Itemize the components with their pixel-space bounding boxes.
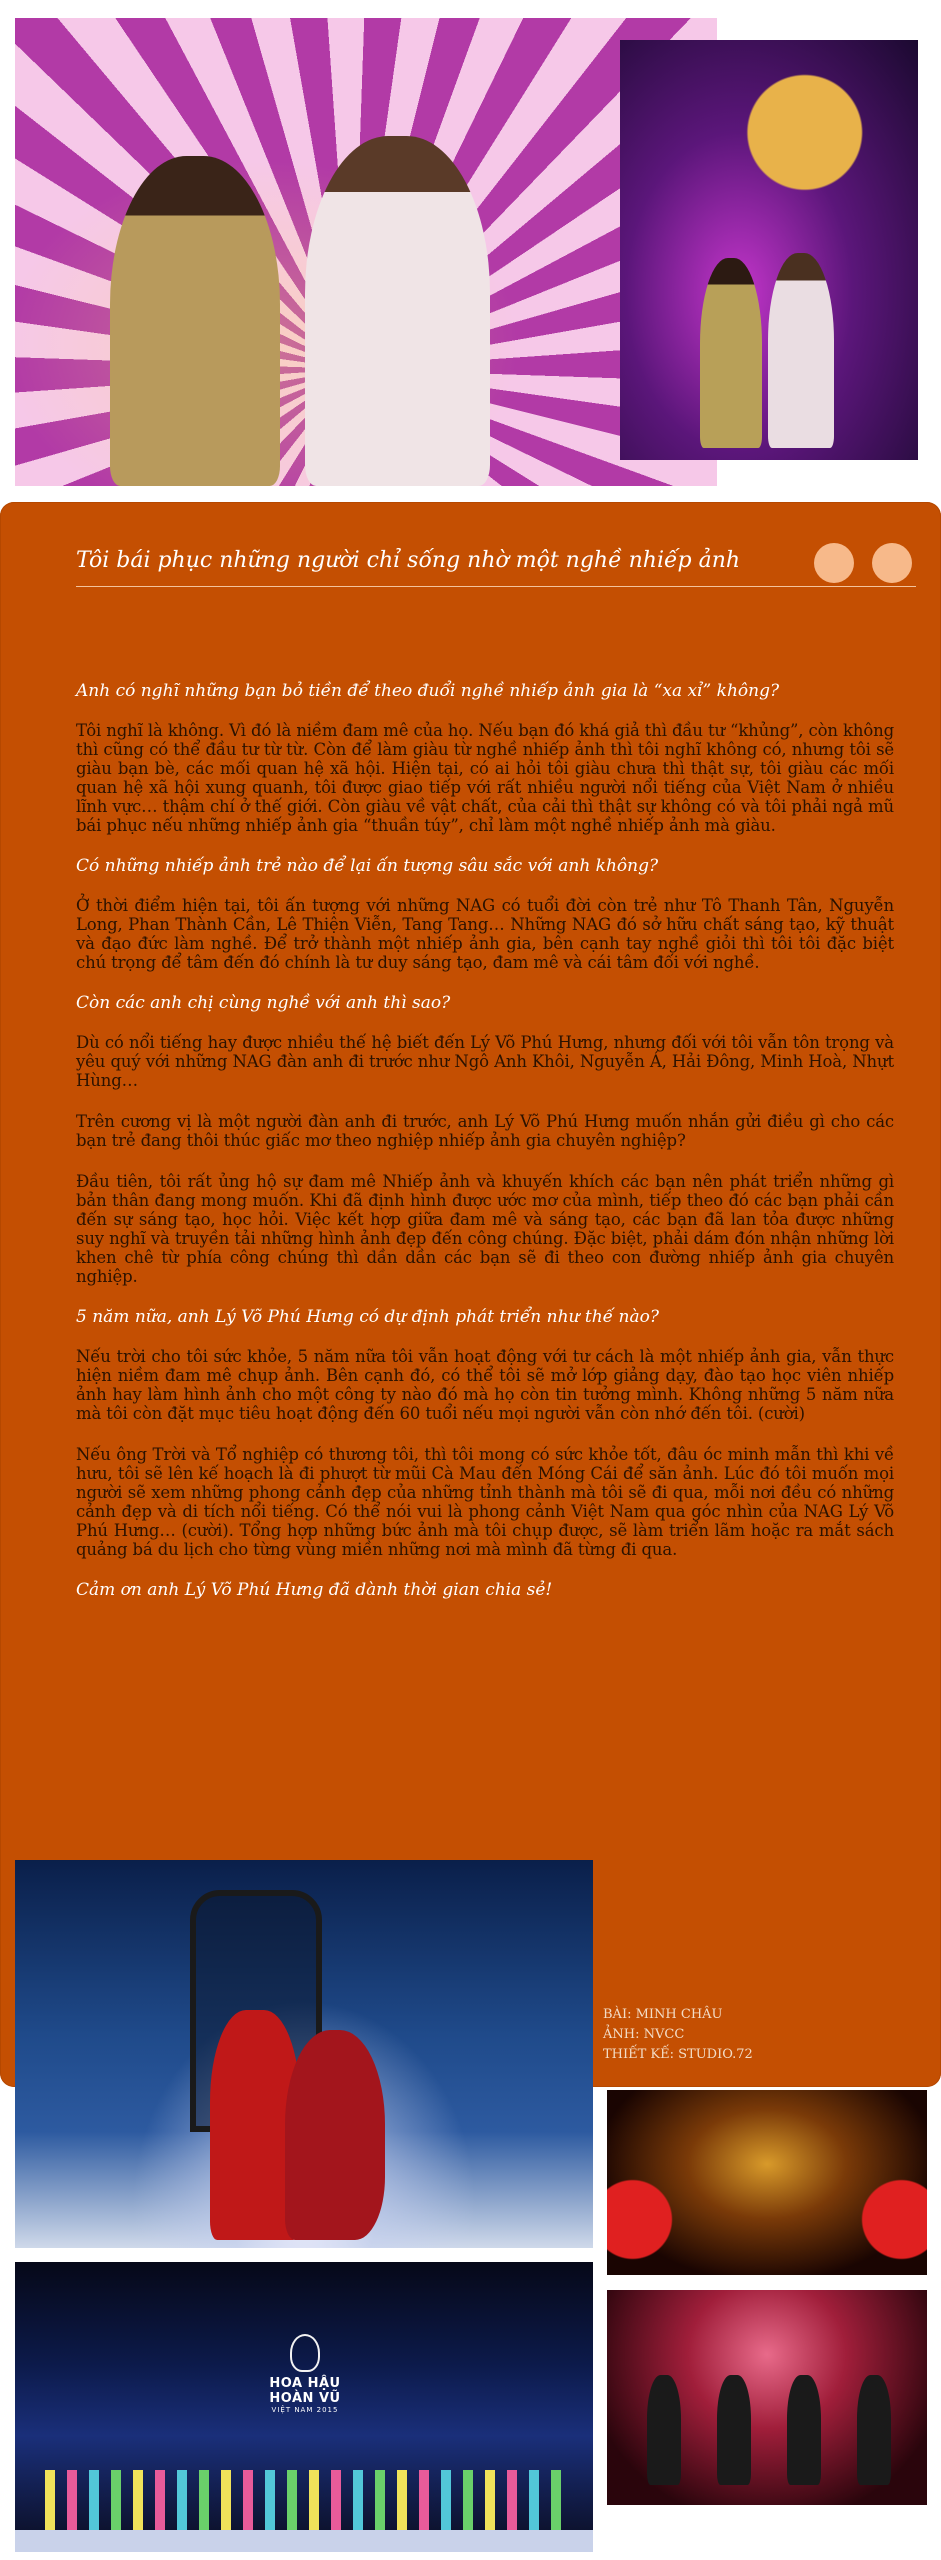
dancer	[717, 2375, 751, 2485]
decorative-dot-icon	[872, 543, 912, 583]
singer-white-dress	[768, 253, 834, 448]
interview-question-plain: Trên cương vị là một người đàn anh đi trước, anh Lý Võ Phú Hưng muốn nhắn gửi điều gì cho các bạn trẻ đang thôi thúc giấc mơ theo nghiệp nhiếp ảnh gia chuyên nghiệp?	[76, 1112, 894, 1150]
closing-thanks: Cảm ơn anh Lý Võ Phú Hưng đã dành thời gian chia sẻ!	[76, 1580, 553, 1600]
interview-answer: Nếu trời cho tôi sức khỏe, 5 năm nữa tôi vẫn hoạt động với tư cách là một nhiếp ảnh gia, vẫn thực hiện niềm đam mê chụp ảnh. Bên cạnh đó, có thể tôi sẽ mở lớp giảng dạy, đào tạo học viên nhiếp ảnh hay làm hình ảnh cho một công ty nào đó mà họ còn tin tưởng mình. Không những 5 năm nữa mà tôi còn đặt mục tiêu hoạt động đến 60 tuổi nếu mọi người vẫn còn nhớ đến tôi. (cười)	[76, 1347, 894, 1423]
performer-red-dress	[285, 2030, 385, 2240]
interview-answer: Đầu tiên, tôi rất ủng hộ sự đam mê Nhiếp ảnh và khuyến khích các bạn nên phát triển những gì bản thân đang mong muốn. Khi đã định hình được ước mơ của mình, tiếp theo đó các bạn phải cần đến sự sáng tạo, học hỏi. Việc kết hợp giữa đam mê và sáng tạo, các bạn đã lan tỏa được những suy nghĩ và truyền tải những hình ảnh đẹp đến công chúng. Đặc biệt, phải dám đón nhận những lời khen chê từ phía công chúng thì dần dần các bạn sẽ đi theo con đường nhiếp ảnh gia chuyên nghiệp.	[76, 1172, 894, 1286]
section-title: Tôi bái phục những người chỉ sống nhờ một nghề nhiếp ảnh	[76, 548, 741, 573]
credit-design: THIẾT KẾ: STUDIO.72	[603, 2047, 753, 2062]
credits	[603, 2005, 853, 2065]
credit-photos: ẢNH: NVCC	[603, 2027, 685, 2042]
dancer	[647, 2375, 681, 2485]
photo-pageant-stage	[15, 2262, 593, 2552]
photo-duet-singers-stage	[15, 18, 717, 486]
interview-answer: Dù có nổi tiếng hay được nhiều thế hệ biết đến Lý Võ Phú Hưng, nhưng đối với tôi vẫn tôn trọng và yêu quý với những NAG đàn anh đi trước như Ngô Anh Khôi, Nguyễn Á, Hải Đông, Minh Hoà, Nhựt Hùng…	[76, 1033, 894, 1090]
interview-question: Anh có nghĩ những bạn bỏ tiền để theo đuổi nghề nhiếp ảnh gia là “xa xỉ” không?	[76, 681, 780, 701]
interview-answer: Ở thời điểm hiện tại, tôi ấn tượng với những NAG có tuổi đời còn trẻ như Tô Thanh Tân, Nguyễn Long, Phan Thành Cần, Lê Thiện Viễn, Tang Tang… Những NAG đó sở hữu chất sáng tạo, kỹ thuật và đạo đức làm nghề. Để trở thành một nhiếp ảnh gia, bên cạnh tay nghề giỏi thì tôi tôi đặc biệt chú trọng để tâm đến đó chính là tư duy sáng tạo, đam mê và cái tâm đối với nghề.	[76, 896, 894, 972]
interview-answer: Nếu ông Trời và Tổ nghiệp có thương tôi, thì tôi mong có sức khỏe tốt, đâu óc minh mẫn thì khi về hưu, tôi sẽ lên kế hoạch là đi phượt từ mũi Cà Mau đến Móng Cái để săn ảnh. Lúc đó tôi muốn mọi người sẽ xem những phong cảnh đẹp của những tỉnh thành mà tôi sẽ đi qua, mỗi nơi đều có những cảnh đẹp và di tích nổi tiếng. Có thể nói vui là phong cảnh Việt Nam qua góc nhìn của NAG Lý Võ Phú Hưng… (cười). Tổng hợp những bức ảnh mà tôi chụp được, sẽ làm triển lãm hoặc ra mắt sách quảng bá du lịch cho từng vùng miền những nơi mà mình đã từng đi qua.	[76, 1445, 894, 1559]
credit-writer: BÀI: MINH CHÂU	[603, 2007, 723, 2022]
title-divider	[76, 586, 916, 587]
decorative-dot-icon	[814, 543, 854, 583]
stage-floor	[15, 2530, 593, 2552]
pageant-logo	[255, 2334, 355, 2418]
pageant-logo-subtitle: VIỆT NAM 2015	[271, 2406, 339, 2414]
photo-stage-roses	[607, 2090, 927, 2275]
crown-icon	[290, 2334, 320, 2372]
singer-gold-dress	[110, 156, 280, 486]
photo-dance-performance	[607, 2290, 927, 2505]
photo-duet-singers-moon	[620, 40, 918, 460]
contestants-row	[45, 2470, 563, 2530]
pageant-logo-title: HOA HẬU HOÀN VŨ	[269, 2376, 341, 2406]
singer-white-dress	[305, 136, 490, 486]
interview-question: 5 năm nữa, anh Lý Võ Phú Hưng có dự định phát triển như thế nào?	[76, 1307, 659, 1327]
interview-question: Có những nhiếp ảnh trẻ nào để lại ấn tượng sâu sắc với anh không?	[76, 856, 659, 876]
article-body	[76, 682, 894, 1620]
interview-question: Còn các anh chị cùng nghề với anh thì sao?	[76, 993, 451, 1013]
dancer	[857, 2375, 891, 2485]
photo-couple-phone-booth	[15, 1860, 593, 2248]
singer-gold-dress	[700, 258, 762, 448]
interview-answer: Tôi nghĩ là không. Vì đó là niềm đam mê của họ. Nếu bạn đó khá giả thì đầu tư “khủng”, còn không thì cũng có thể đầu tư từ từ. Còn để làm giàu từ nghề nhiếp ảnh thì tôi nghĩ không có, nhưng tôi sẽ giàu bạn bè, các mối quan hệ xã hội. Hiện tại, có ai hỏi tôi giàu chưa thì thật sự, tôi giàu các mối quan hệ xã hội xung quanh, tôi được giao tiếp với rất nhiều người nổi tiếng của Việt Nam ở nhiều lĩnh vực… thậm chí ở thế giới. Còn giàu về vật chất, của cải thì thật sự không có và tôi phải ngả mũ bái phục nếu những nhiếp ảnh gia “thuần túy”, chỉ làm một nghề nhiếp ảnh mà giàu.	[76, 721, 894, 835]
dancer	[787, 2375, 821, 2485]
